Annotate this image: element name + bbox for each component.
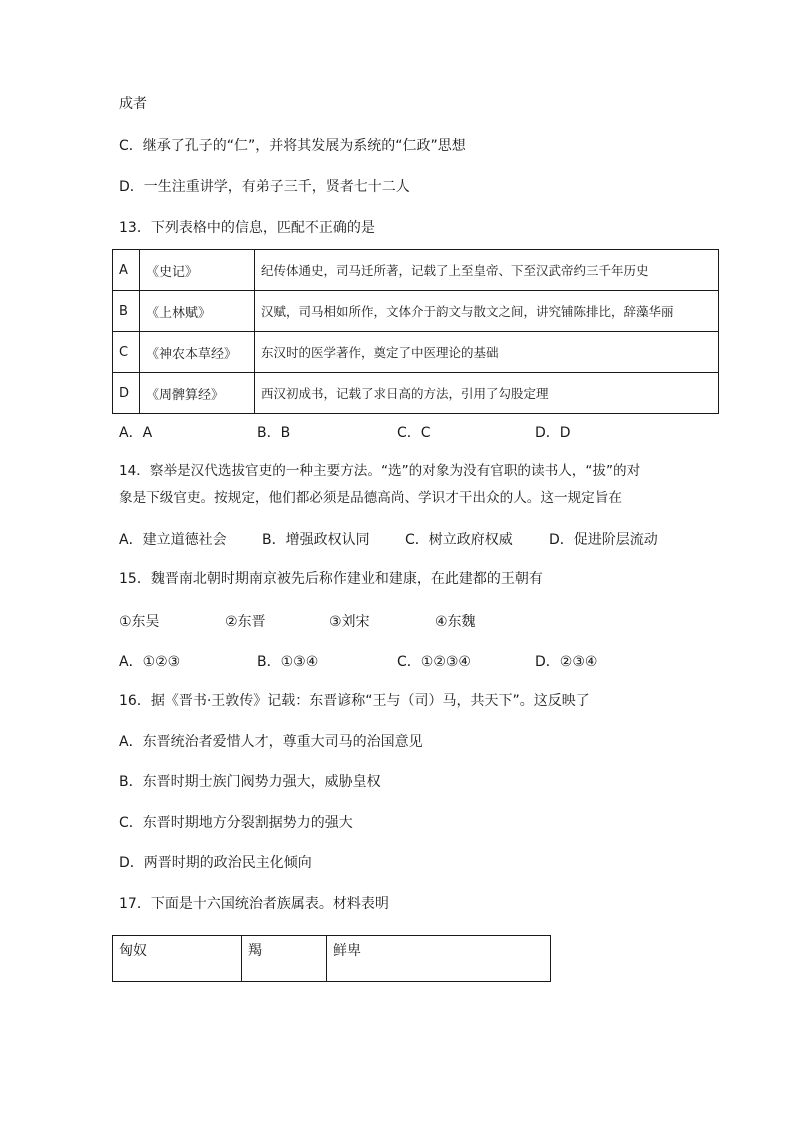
table-row [113, 291, 719, 332]
q13-stem: 13．下列表格中的信息，匹配不正确的是 [119, 220, 375, 236]
q16-option-c: C．东晋时期地方分裂割据势力的强大 [119, 815, 353, 831]
table-row [113, 373, 719, 414]
row-letter: D [113, 373, 140, 414]
table-row [113, 250, 719, 291]
q15-option-a: A．①②③ [119, 654, 181, 670]
q13-option-d: D．D [535, 425, 571, 441]
q15-option-d: D．②③④ [535, 654, 598, 670]
q17-stem: 17．下面是十六国统治者族属表。材料表明 [119, 896, 389, 912]
row-letter: B [113, 291, 140, 332]
row-description: 东汉时的医学著作，奠定了中医理论的基础 [255, 332, 719, 373]
q14-stem-line2: 象是下级官吏。按规定，他们都必须是品德高尚、学识才干出众的人。这一规定旨在 [119, 490, 622, 506]
q17-table [112, 935, 551, 982]
q15-items [119, 611, 719, 629]
row-description: 汉赋，司马相如所作，文体介于韵文与散文之间，讲究铺陈排比，辞藻华丽 [255, 291, 719, 332]
q15-option-c: C．①②③④ [397, 654, 471, 670]
q15-option-b: B．①③④ [257, 654, 319, 670]
q13-option-a: A．A [119, 425, 153, 441]
row-letter: C [113, 332, 140, 373]
q14-stem-line1: 14．察举是汉代选拔官吏的一种主要方法。“选”的对象为没有官职的读书人，“拔”的对 [119, 463, 641, 479]
q13-option-c: C．C [397, 425, 431, 441]
q12-option-b-tail: 成者 [119, 96, 147, 112]
row-description: 纪传体通史，司马迁所著，记载了上至皇帝、下至汉武帝约三千年历史 [255, 250, 719, 291]
q15-stem: 15．魏晋南北朝时期南京被先后称作建业和建康，在此建都的王朝有 [119, 571, 543, 587]
q14-option-b: B．增强政权认同 [262, 532, 370, 548]
q16-stem: 16．据《晋书·王敦传》记载：东晋谚称“王与（司）马，共天下”。这反映了 [119, 693, 590, 709]
row-book: 《上林赋》 [140, 291, 255, 332]
q13-table [112, 249, 719, 414]
q12-option-d: D．一生注重讲学，有弟子三千，贤者七十二人 [119, 179, 410, 195]
q15-item-4: ④东魏 [435, 614, 476, 630]
q13-option-b: B．B [257, 425, 291, 441]
table-header-cell: 鲜卑 [327, 936, 551, 982]
table-header-cell: 匈奴 [113, 936, 242, 982]
q12-option-c: C．继承了孔子的“仁”，并将其发展为系统的“仁政”思想 [119, 138, 466, 154]
q16-option-b: B．东晋时期士族门阀势力强大，威胁皇权 [119, 774, 381, 790]
q16-option-a: A．东晋统治者爱惜人才，尊重大司马的治国意见 [119, 734, 423, 750]
table-row [113, 332, 719, 373]
q14-option-d: D．促进阶层流动 [549, 532, 658, 548]
table-header-cell: 羯 [242, 936, 327, 982]
q14-option-c: C．树立政府权威 [405, 532, 513, 548]
q15-options [119, 651, 719, 669]
q14-options [119, 529, 719, 547]
row-book: 《史记》 [140, 250, 255, 291]
row-book: 《神农本草经》 [140, 332, 255, 373]
q13-options [119, 422, 719, 440]
q14-option-a: A．建立道德社会 [119, 532, 227, 548]
row-book: 《周髀算经》 [140, 373, 255, 414]
q15-item-1: ①东吴 [119, 614, 160, 630]
table-row [113, 936, 551, 982]
q16-option-d: D．两晋时期的政治民主化倾向 [119, 855, 312, 871]
q15-item-3: ③刘宋 [329, 614, 370, 630]
row-letter: A [113, 250, 140, 291]
q15-item-2: ②东晋 [225, 614, 266, 630]
row-description: 西汉初成书，记载了求日高的方法，引用了勾股定理 [255, 373, 719, 414]
